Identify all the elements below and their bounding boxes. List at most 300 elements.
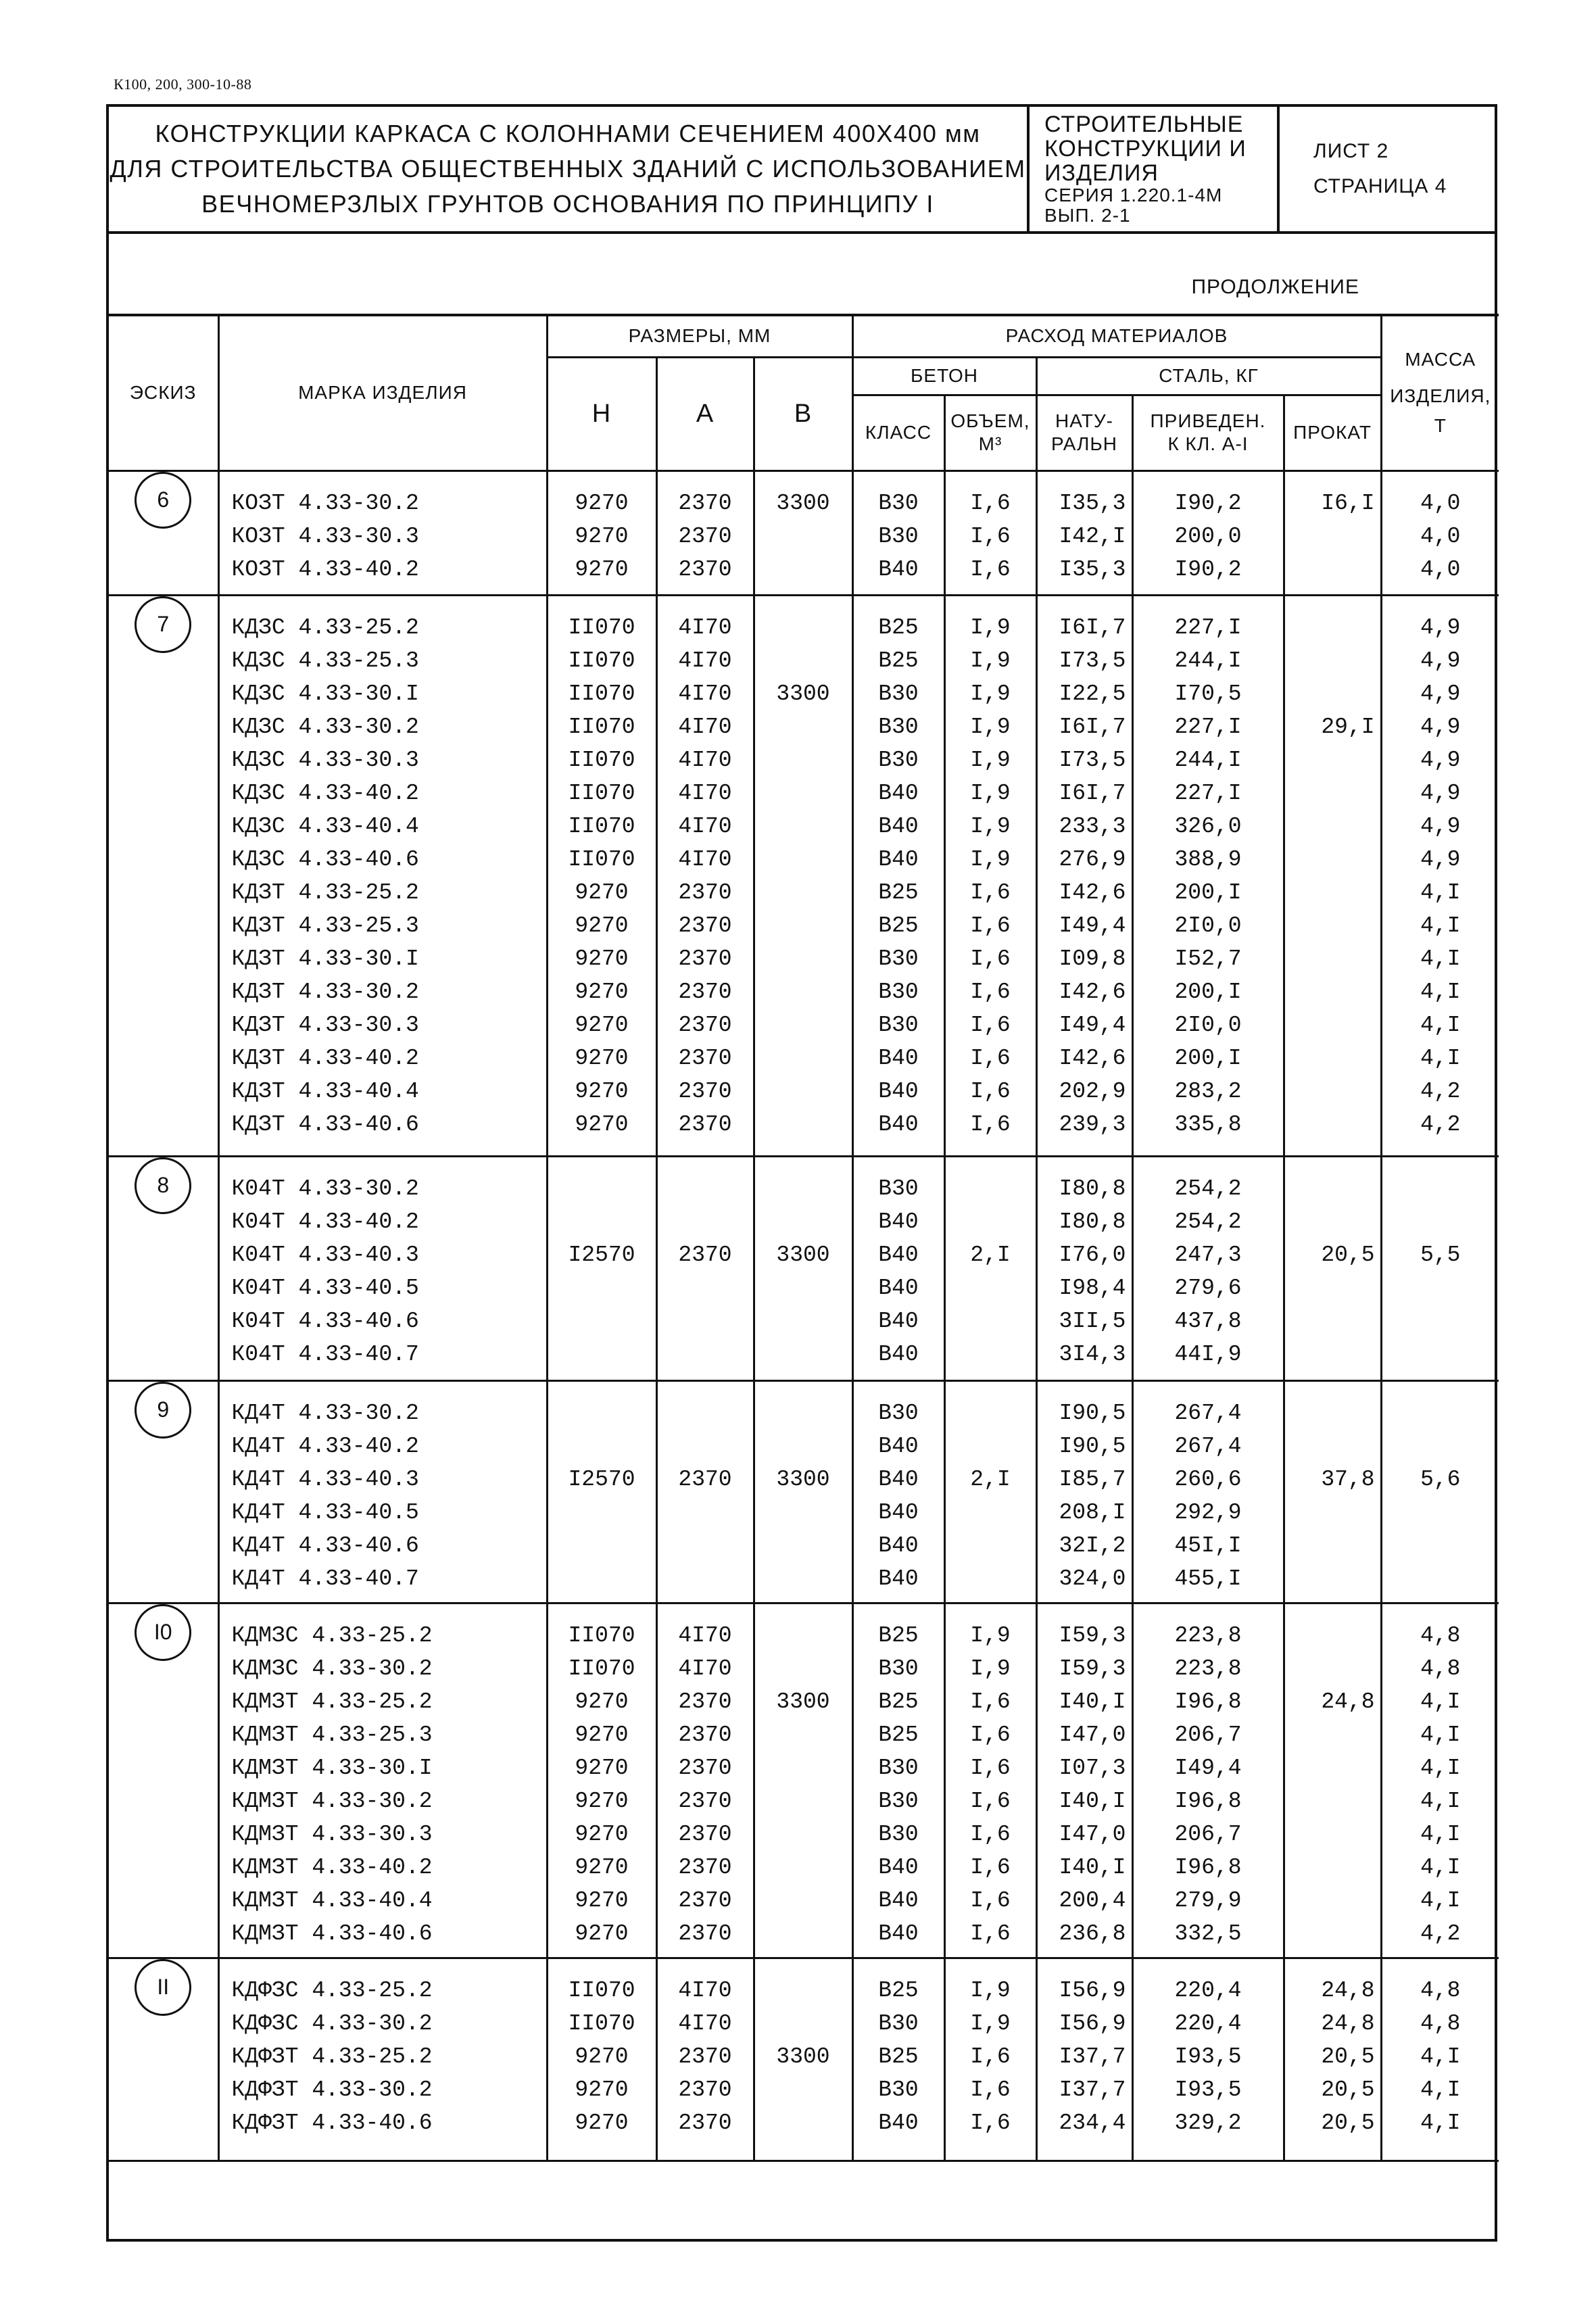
rolled-cell [1284, 471, 1381, 595]
natural-value: I22,5 [1059, 681, 1126, 706]
volume-value: I,6 [970, 1689, 1011, 1714]
sheet-number: ЛИСТ 2 [1313, 140, 1389, 162]
a-value [658, 1205, 753, 1238]
mass-value: 4,2 [1420, 1111, 1461, 1137]
class-value: В25 [878, 1977, 919, 2003]
mass-value: 4,I [1420, 1045, 1461, 1071]
table-row [109, 1380, 1499, 1603]
rolled-value: 24,8 [1321, 1977, 1375, 2003]
a-value: 4I70 [678, 846, 732, 872]
mass-value [1382, 1397, 1499, 1430]
natural-value: I90,5 [1059, 1400, 1126, 1426]
sketch-cell [109, 471, 218, 595]
natural-value: I37,7 [1059, 2077, 1126, 2102]
mass-value: 4,8 [1420, 1977, 1461, 2003]
natural-value: I35,3 [1059, 490, 1126, 516]
mark-value: КД4Т 4.33-40.6 [231, 1533, 419, 1558]
a-cell [656, 471, 754, 595]
table-row [109, 595, 1499, 1156]
table-frame [106, 234, 1497, 2242]
b-value [755, 1397, 852, 1430]
mark-value: КДЗТ 4.33-25.2 [231, 879, 419, 905]
class-value: В40 [878, 556, 919, 582]
reduced-value: 200,I [1174, 1045, 1242, 1071]
mass-value: 4,I [1420, 979, 1461, 1005]
h-value: 9270 [575, 1111, 629, 1137]
mark-cell [218, 471, 547, 595]
mass-value [1382, 1172, 1499, 1205]
a-value: 2370 [678, 1689, 732, 1714]
b-value: 3300 [776, 681, 830, 706]
title-line: ВЕЧНОМЕРЗЛЫХ ГРУНТОВ ОСНОВАНИЯ ПО ПРИНЦИПУ I [201, 190, 934, 218]
class-value: В40 [878, 1921, 919, 1946]
reduced-value: 200,I [1174, 979, 1242, 1005]
reduced-value: 455,I [1174, 1566, 1242, 1591]
reduced-value: 227,I [1174, 780, 1242, 806]
h-value: 9270 [575, 879, 629, 905]
class-value: В30 [878, 1788, 919, 1814]
h-value: 9270 [575, 523, 629, 549]
reduced-value: I90,2 [1174, 556, 1242, 582]
rolled-value: I6,I [1321, 490, 1375, 516]
series-line: КОНСТРУКЦИИ И [1044, 136, 1247, 162]
reduced-value: 437,8 [1174, 1308, 1242, 1334]
class-value: В25 [878, 614, 919, 640]
reduced-value: 332,5 [1174, 1921, 1242, 1946]
reduced-cell [1132, 1156, 1284, 1380]
volume-value: I,6 [970, 2110, 1011, 2136]
col-natural-line: НАТУ- [1055, 410, 1113, 431]
mass-value: 4,I [1420, 1755, 1461, 1781]
b-cell [754, 1156, 852, 1380]
rolled-value [1285, 1397, 1380, 1430]
h-value: II070 [568, 648, 635, 673]
b-value [755, 644, 852, 677]
class-value: В25 [878, 1622, 919, 1648]
a-value: 2370 [678, 1466, 732, 1492]
b-value [755, 1652, 852, 1685]
mark-value: К04Т 4.33-40.3 [231, 1242, 419, 1268]
mark-value: КД4Т 4.33-40.7 [231, 1566, 419, 1591]
h-cell [547, 595, 656, 1156]
volume-value: I,6 [970, 1921, 1011, 1946]
volume-value [946, 1430, 1036, 1463]
h-value: II070 [568, 1656, 635, 1681]
rolled-value: 24,8 [1321, 1689, 1375, 1714]
h-value [548, 1172, 656, 1205]
mark-value: КДФЗТ 4.33-25.2 [231, 2044, 433, 2069]
natural-value: I80,8 [1059, 1176, 1126, 1201]
sketch-cell [109, 595, 218, 1156]
volume-value: I,9 [970, 846, 1011, 872]
reduced-value: 206,7 [1174, 1821, 1242, 1847]
reduced-value: I93,5 [1174, 2044, 1242, 2069]
volume-value: I,6 [970, 979, 1011, 1005]
volume-value: I,6 [970, 1854, 1011, 1880]
natural-cell [1036, 1380, 1132, 1603]
class-value: В40 [878, 1308, 919, 1334]
volume-value: I,9 [970, 2010, 1011, 2036]
natural-value: I40,I [1059, 1788, 1126, 1814]
a-value: 2370 [678, 913, 732, 938]
table-row [109, 1603, 1499, 1958]
reduced-cell [1132, 1380, 1284, 1603]
reduced-value: 200,0 [1174, 523, 1242, 549]
title-block [106, 104, 1497, 234]
col-mass-line: Т [1434, 415, 1447, 437]
h-value: 9270 [575, 1921, 629, 1946]
mark-value: КДФЗС 4.33-30.2 [231, 2010, 433, 2036]
mass-value: 4,9 [1420, 747, 1461, 773]
class-value: В40 [878, 1887, 919, 1913]
class-value: В40 [878, 1078, 919, 1104]
mark-value: КДФЗС 4.33-25.2 [231, 1977, 433, 2003]
class-value: В40 [878, 1854, 919, 1880]
mark-value: КДЗТ 4.33-40.6 [231, 1111, 419, 1137]
natural-value: I6I,7 [1059, 780, 1126, 806]
h-value: 9270 [575, 2110, 629, 2136]
rolled-cell [1284, 1958, 1381, 2161]
class-value: В25 [878, 648, 919, 673]
a-value: 2370 [678, 2077, 732, 2102]
a-value: 2370 [678, 1722, 732, 1747]
rolled-value [1285, 644, 1380, 677]
continuation-label: ПРОДОЛЖЕНИЕ [1191, 276, 1359, 298]
reduced-value: I96,8 [1174, 1689, 1242, 1714]
mark-value: КДМЗТ 4.33-40.4 [231, 1887, 433, 1913]
class-value: В30 [878, 490, 919, 516]
mass-value: 4,9 [1420, 780, 1461, 806]
col-reduced-line: К КЛ. А-I [1167, 433, 1249, 454]
b-value [755, 611, 852, 644]
b-value: 3300 [776, 1689, 830, 1714]
b-value [755, 1974, 852, 2007]
volume-value: I,9 [970, 747, 1011, 773]
a-cell [656, 1603, 754, 1958]
mark-cell [218, 595, 547, 1156]
a-cell [656, 1380, 754, 1603]
natural-cell [1036, 595, 1132, 1156]
natural-value: 239,3 [1059, 1111, 1126, 1137]
col-mass-line: МАССА [1405, 349, 1476, 370]
a-value: 4I70 [678, 1977, 732, 2003]
reduced-value: I70,5 [1174, 681, 1242, 706]
volume-value: I,6 [970, 490, 1011, 516]
volume-cell [944, 1156, 1036, 1380]
class-value: В25 [878, 1722, 919, 1747]
a-value: 2370 [678, 2110, 732, 2136]
mass-value: 4,I [1420, 1722, 1461, 1747]
mark-value: КДМЗТ 4.33-25.2 [231, 1689, 433, 1714]
a-value: 2370 [678, 879, 732, 905]
class-value: В30 [878, 1012, 919, 1038]
class-value: В40 [878, 1242, 919, 1268]
rolled-cell [1284, 1156, 1381, 1380]
reduced-value: 254,2 [1174, 1209, 1242, 1234]
mass-value: 4,I [1420, 1689, 1461, 1714]
a-value: 2370 [678, 946, 732, 971]
natural-value: I76,0 [1059, 1242, 1126, 1268]
class-value: В30 [878, 2010, 919, 2036]
h-value [548, 1205, 656, 1238]
b-value: 3300 [776, 1466, 830, 1492]
volume-value: I,6 [970, 946, 1011, 971]
h-value: 9270 [575, 1821, 629, 1847]
class-value: В30 [878, 714, 919, 740]
volume-value: I,9 [970, 1656, 1011, 1681]
mark-value: КДФЗТ 4.33-40.6 [231, 2110, 433, 2136]
sketch-number: I0 [135, 1604, 191, 1661]
mark-cell [218, 1603, 547, 1958]
class-cell [852, 1958, 944, 2161]
b-value [755, 2007, 852, 2040]
a-value: 2370 [678, 2044, 732, 2069]
volume-value: I,9 [970, 714, 1011, 740]
mark-value: КДЗС 4.33-30.3 [231, 747, 419, 773]
mass-cell [1381, 595, 1499, 1156]
reduced-value: 44I,9 [1174, 1341, 1242, 1367]
rolled-value: 29,I [1321, 714, 1375, 740]
natural-value: I80,8 [1059, 1209, 1126, 1234]
reduced-value: I96,8 [1174, 1788, 1242, 1814]
volume-value: I,9 [970, 648, 1011, 673]
b-value: 3300 [776, 2044, 830, 2069]
reduced-value: 223,8 [1174, 1622, 1242, 1648]
rolled-value [1285, 1430, 1380, 1463]
a-cell [656, 1156, 754, 1380]
a-value: 4I70 [678, 747, 732, 773]
natural-value: I49,4 [1059, 1012, 1126, 1038]
class-value: В25 [878, 1689, 919, 1714]
table-row [109, 1958, 1499, 2161]
reduced-value: 279,9 [1174, 1887, 1242, 1913]
h-value: 9270 [575, 556, 629, 582]
mass-value: 4,I [1420, 1887, 1461, 1913]
mark-value: КДЗТ 4.33-25.3 [231, 913, 419, 938]
col-rolled: ПРОКАТ [1284, 395, 1381, 471]
a-value: 2370 [678, 1012, 732, 1038]
class-cell [852, 1603, 944, 1958]
volume-value: I,9 [970, 1622, 1011, 1648]
reduced-value: 283,2 [1174, 1078, 1242, 1104]
volume-value: I,6 [970, 1755, 1011, 1781]
reduced-value: 244,I [1174, 648, 1242, 673]
h-value: 9270 [575, 1887, 629, 1913]
rolled-value [1285, 1172, 1380, 1205]
mark-value: КОЗТ 4.33-40.2 [231, 556, 419, 582]
natural-value: I6I,7 [1059, 614, 1126, 640]
natural-value: 32I,2 [1059, 1533, 1126, 1558]
class-value: В40 [878, 1209, 919, 1234]
mass-value: 4,I [1420, 913, 1461, 938]
h-value: 9270 [575, 979, 629, 1005]
volume-value [946, 1172, 1036, 1205]
natural-value: 236,8 [1059, 1921, 1126, 1946]
sheet-block [1280, 107, 1495, 231]
volume-value: I,9 [970, 614, 1011, 640]
mass-value: 4,0 [1420, 556, 1461, 582]
a-value: 2370 [678, 523, 732, 549]
reduced-value: 206,7 [1174, 1722, 1242, 1747]
rolled-cell [1284, 595, 1381, 1156]
natural-value: I59,3 [1059, 1656, 1126, 1681]
natural-cell [1036, 1156, 1132, 1380]
volume-value: I,6 [970, 523, 1011, 549]
mass-value: 4,I [1420, 1012, 1461, 1038]
natural-value: I07,3 [1059, 1755, 1126, 1781]
mass-value: 4,2 [1420, 1921, 1461, 1946]
natural-value: I73,5 [1059, 747, 1126, 773]
h-value: 9270 [575, 1854, 629, 1880]
class-value: В40 [878, 2110, 919, 2136]
mark-value: К04Т 4.33-40.7 [231, 1341, 419, 1367]
rolled-value: 20,5 [1321, 2077, 1375, 2102]
natural-value: I49,4 [1059, 913, 1126, 938]
volume-value: I,6 [970, 879, 1011, 905]
h-value: 9270 [575, 1012, 629, 1038]
natural-value: I42,6 [1059, 879, 1126, 905]
rolled-value [1285, 1205, 1380, 1238]
a-value: 2370 [678, 1242, 732, 1268]
reduced-cell [1132, 595, 1284, 1156]
col-volume: ОБЪЕМ, М³ [944, 395, 1036, 471]
h-value: II070 [568, 780, 635, 806]
h-value: II070 [568, 2010, 635, 2036]
mass-cell [1381, 1380, 1499, 1603]
natural-value: I40,I [1059, 1854, 1126, 1880]
class-value: В40 [878, 1533, 919, 1558]
a-value: 4I70 [678, 714, 732, 740]
reduced-value: 2I0,0 [1174, 1012, 1242, 1038]
mass-value: 4,9 [1420, 714, 1461, 740]
a-value: 4I70 [678, 813, 732, 839]
col-sketch: ЭСКИЗ [109, 315, 218, 471]
class-value: В40 [878, 813, 919, 839]
class-value: В30 [878, 2077, 919, 2102]
mark-value: К04Т 4.33-30.2 [231, 1176, 419, 1201]
sketch-number: 9 [135, 1382, 191, 1439]
reduced-value: 223,8 [1174, 1656, 1242, 1681]
mark-value: КДЗС 4.33-25.2 [231, 614, 419, 640]
mass-value: 4,9 [1420, 614, 1461, 640]
b-cell [754, 1380, 852, 1603]
b-value [755, 1205, 852, 1238]
b-cell [754, 595, 852, 1156]
class-value: В40 [878, 1275, 919, 1301]
h-value: 9270 [575, 913, 629, 938]
h-value: 9270 [575, 2044, 629, 2069]
reduced-value: I93,5 [1174, 2077, 1242, 2102]
mass-value [1382, 1205, 1499, 1238]
col-mass-line: ИЗДЕЛИЯ, [1390, 385, 1491, 407]
class-value: В40 [878, 1341, 919, 1367]
h-cell [547, 1958, 656, 2161]
mark-value: КДМЗТ 4.33-25.3 [231, 1722, 433, 1747]
a-value: 4I70 [678, 614, 732, 640]
a-value [658, 1172, 753, 1205]
reduced-value: 2I0,0 [1174, 913, 1242, 938]
class-value: В25 [878, 2044, 919, 2069]
mass-value: 4,8 [1420, 1622, 1461, 1648]
natural-value: 234,4 [1059, 2110, 1126, 2136]
reduced-value: 220,4 [1174, 2010, 1242, 2036]
mark-value: КДФЗТ 4.33-30.2 [231, 2077, 433, 2102]
col-steel: СТАЛЬ, КГ [1036, 357, 1381, 395]
mass-cell [1381, 1958, 1499, 2161]
natural-value: I09,8 [1059, 946, 1126, 971]
volume-value: I,6 [970, 1887, 1011, 1913]
volume-value: I,6 [970, 1012, 1011, 1038]
col-mark: МАРКА ИЗДЕЛИЯ [218, 315, 547, 471]
mark-value: КДМЗС 4.33-30.2 [231, 1656, 433, 1681]
col-natural [1036, 395, 1132, 471]
rolled-value: 37,8 [1321, 1466, 1375, 1492]
h-cell [547, 1380, 656, 1603]
rolled-value: 20,5 [1321, 2110, 1375, 2136]
sketch-cell [109, 1156, 218, 1380]
a-cell [656, 595, 754, 1156]
natural-value: I85,7 [1059, 1466, 1126, 1492]
h-value: I2570 [568, 1466, 635, 1492]
class-value: В40 [878, 1045, 919, 1071]
volume-value: I,9 [970, 1977, 1011, 2003]
class-cell [852, 1156, 944, 1380]
rolled-value [1285, 677, 1380, 710]
class-value: В30 [878, 1821, 919, 1847]
class-value: В30 [878, 1176, 919, 1201]
b-cell [754, 1958, 852, 2161]
col-b: В [754, 357, 852, 471]
natural-value: 233,3 [1059, 813, 1126, 839]
reduced-value: 335,8 [1174, 1111, 1242, 1137]
mass-value: 4,9 [1420, 648, 1461, 673]
rolled-value: 20,5 [1321, 2044, 1375, 2069]
b-value [755, 1172, 852, 1205]
h-value: 9270 [575, 946, 629, 971]
mass-value: 4,0 [1420, 523, 1461, 549]
class-value: В30 [878, 979, 919, 1005]
volume-value: I,6 [970, 913, 1011, 938]
mark-value: КДЗТ 4.33-30.2 [231, 979, 419, 1005]
b-cell [754, 1603, 852, 1958]
a-value: 2370 [678, 490, 732, 516]
natural-value: I42,6 [1059, 979, 1126, 1005]
mass-cell [1381, 1156, 1499, 1380]
natural-value: 276,9 [1059, 846, 1126, 872]
reduced-value: 200,I [1174, 879, 1242, 905]
mark-value: КДЗС 4.33-30.2 [231, 714, 419, 740]
volume-value: I,6 [970, 1045, 1011, 1071]
a-value [658, 1430, 753, 1463]
sketch-number: II [135, 1959, 191, 2016]
volume-value: I,6 [970, 2044, 1011, 2069]
reduced-value: 220,4 [1174, 1977, 1242, 2003]
mass-value: 5,5 [1420, 1242, 1461, 1268]
reduced-value: 329,2 [1174, 2110, 1242, 2136]
mass-value: 4,2 [1420, 1078, 1461, 1104]
a-value: 2370 [678, 1078, 732, 1104]
class-value: В30 [878, 681, 919, 706]
h-value: 9270 [575, 1045, 629, 1071]
series-block [1030, 107, 1280, 231]
a-value: 2370 [678, 979, 732, 1005]
h-value: 9270 [575, 2077, 629, 2102]
volume-value: I,6 [970, 556, 1011, 582]
reduced-value: 267,4 [1174, 1400, 1242, 1426]
volume-cell [944, 471, 1036, 595]
class-value: В30 [878, 946, 919, 971]
volume-value: I,6 [970, 2077, 1011, 2102]
